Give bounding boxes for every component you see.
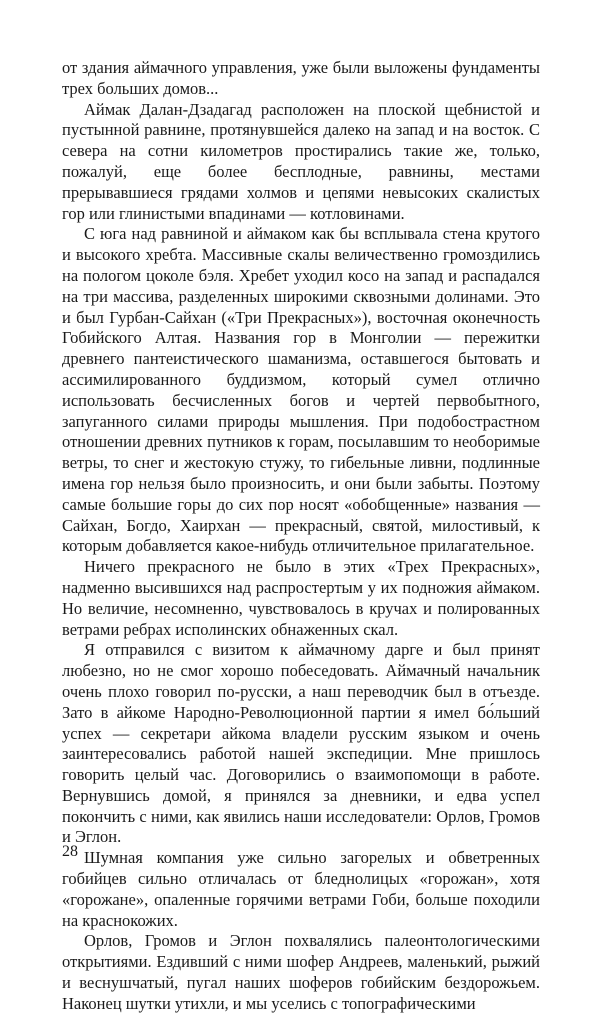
page-number: 28 xyxy=(62,843,78,860)
paragraph-continued: от здания аймачного управления, уже были выложены фундаменты трех больших домов... xyxy=(62,58,540,98)
paragraph: Орлов, Громов и Эглон похвалялись палеонтологическими открытиями. Ездивший с ними шофер Андреев, маленький, рыжий и веснушчатый, пугал наших шоферов гобийским бездорожьем. Наконец шутки утихли, и мы уселись с топографическими xyxy=(62,931,540,1013)
body-text xyxy=(62,58,540,1015)
paragraph: Аймак Далан-Дзадагад расположен на плоской щебнистой и пустынной равнине, протянувшейся далеко на запад и на восток. С севера на сотни километров простирались такие же, только, пожалуй, еще более бесплодные, равнины, местами прерывавшиеся грядами холмов и цепями невысоких скалистых гор или глинистыми впадинами — котловинами. xyxy=(62,99,540,223)
paragraph: Ничего прекрасного не было в этих «Трех Прекрасных», надменно высившихся над распростертым у их подножия аймаком. Но величие, несомненно, чувствовалось в кручах и полированных ветрами ребрах исполинских обнаженных скал. xyxy=(62,557,540,639)
paragraph: С юга над равниной и аймаком как бы всплывала стена крутого и высокого хребта. Массивные скалы величественно громоздились на пологом цоколе бэля. Хребет уходил косо на запад и распадался на три массива, разделенных широкими сквозными долинами. Это и был Гурбан-Сайхан («Три Прекрасных»), восточная оконечность Гобийского Алтая. Названия гор в Монголии — пережитки древнего пантеистического шаманизма, оставшегося бытовать и ассимилированного буддизмом, который сумел отлично использовать бесчисленных богов и чертей первобытного, запуганного силами природы мышления. При подобострастном отношении древних путников к горам, посылавшим то необоримые ветры, то снег и жестокую стужу, то гибельные ливни, подлинные имена гор нельзя было произносить, и они были забыты. Поэтому самые большие горы до сих пор носят «обобщенные» названия — Сайхан, Богдо, Хаирхан — прекрасный, святой, милостивый, к которым добавляется какое-нибудь отличительное прилагательное. xyxy=(62,224,540,556)
paragraph: Шумная компания уже сильно загорелых и обветренных гобийцев сильно отличалась от бледнолицых «горожан», хотя «горожане», опаленные горячими ветрами Гоби, больше походили на краснокожих. xyxy=(62,848,540,930)
paragraph: Я отправился с визитом к аймачному дарге и был принят любезно, но не смог хорошо побеседовать. Аймачный начальник очень плохо говорил по-русски, а наш переводчик был в отъезде. Зато в айкоме Народно-Революционной партии я имел бо́льший успех — секретари айкома владели русским языком и очень заинтересовались работой нашей экспедиции. Мне пришлось говорить целый час. Договорились о взаимопомощи в работе. Вернувшись домой, я принялся за дневники, и едва успел покончить с ними, как явились наши исследователи: Орлов, Громов и Эглон. xyxy=(62,640,540,847)
